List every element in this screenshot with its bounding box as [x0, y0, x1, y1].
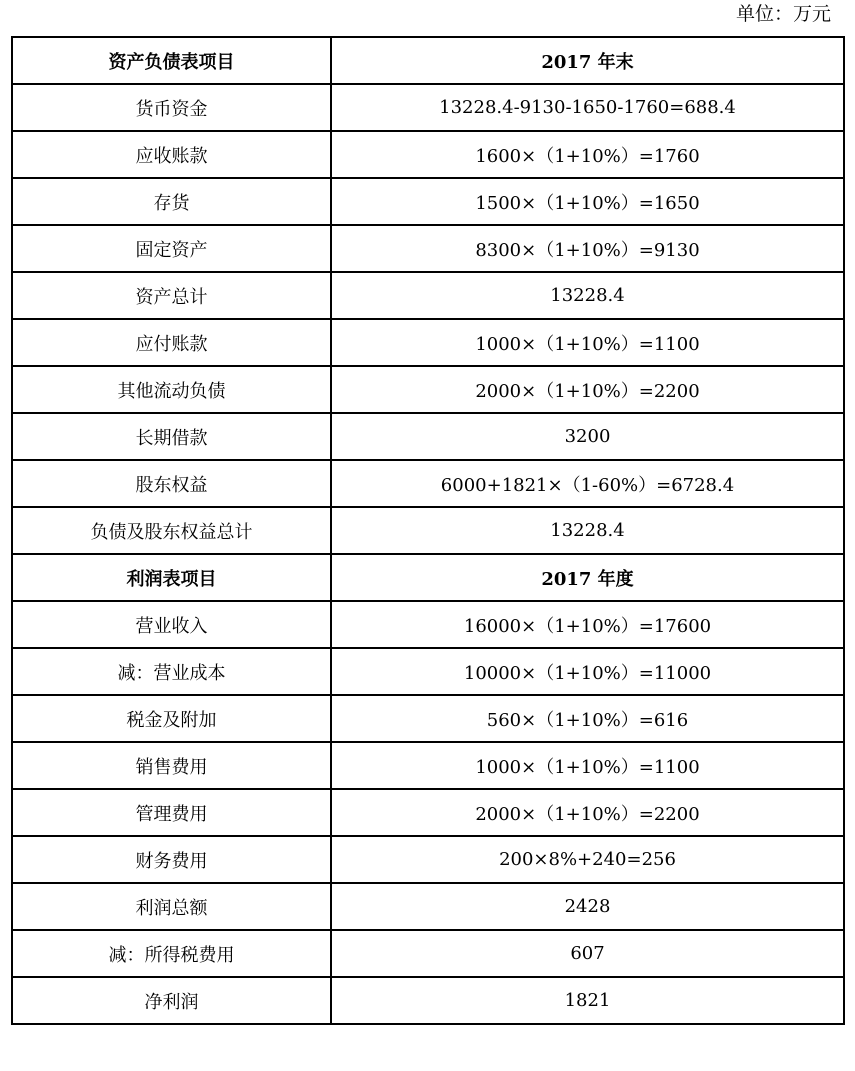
table-row: [12, 977, 844, 1024]
row-value: 1821: [331, 977, 844, 1024]
row-value: 1000×（1+10%）=1100: [331, 742, 844, 789]
row-item: 长期借款: [12, 413, 331, 460]
row-item: 营业收入: [12, 601, 331, 648]
row-item: 固定资产: [12, 225, 331, 272]
table-row: [12, 178, 844, 225]
row-item: 税金及附加: [12, 695, 331, 742]
row-value: 1600×（1+10%）=1760: [331, 131, 844, 178]
row-value: 2000×（1+10%）=2200: [331, 789, 844, 836]
row-value: 607: [331, 930, 844, 977]
row-item: 利润总额: [12, 883, 331, 930]
row-item: 存货: [12, 178, 331, 225]
row-value: 3200: [331, 413, 844, 460]
row-value: 13228.4-9130-1650-1760=688.4: [331, 84, 844, 131]
income-statement-header-row: [12, 554, 844, 601]
row-value: 6000+1821×（1-60%）=6728.4: [331, 460, 844, 507]
row-value: 560×（1+10%）=616: [331, 695, 844, 742]
table-body: [12, 37, 844, 1024]
table-row: [12, 789, 844, 836]
row-value: 2428: [331, 883, 844, 930]
row-item: 管理费用: [12, 789, 331, 836]
row-item: 减：所得税费用: [12, 930, 331, 977]
table-row: [12, 366, 844, 413]
balance-sheet-header-row: [12, 37, 844, 84]
row-item: 应付账款: [12, 319, 331, 366]
row-value: 200×8%+240=256: [331, 836, 844, 883]
row-value: 13228.4: [331, 272, 844, 319]
table-row: [12, 695, 844, 742]
row-item: 净利润: [12, 977, 331, 1024]
income-statement-header-period: 2017 年度: [331, 554, 844, 601]
row-value: 1500×（1+10%）=1650: [331, 178, 844, 225]
table-row: [12, 84, 844, 131]
table-row: [12, 601, 844, 648]
income-statement-header-item: 利润表项目: [12, 554, 331, 601]
row-item: 减：营业成本: [12, 648, 331, 695]
row-value: 13228.4: [331, 507, 844, 554]
table-row: [12, 836, 844, 883]
table-row: [12, 225, 844, 272]
row-item: 应收账款: [12, 131, 331, 178]
table-row: [12, 460, 844, 507]
table-row: [12, 131, 844, 178]
table-row: [12, 648, 844, 695]
table-row: [12, 272, 844, 319]
row-item: 销售费用: [12, 742, 331, 789]
row-item: 其他流动负债: [12, 366, 331, 413]
row-value: 8300×（1+10%）=9130: [331, 225, 844, 272]
row-item: 负债及股东权益总计: [12, 507, 331, 554]
balance-sheet-header-period: 2017 年末: [331, 37, 844, 84]
financial-table: [11, 36, 845, 1025]
table-row: [12, 742, 844, 789]
table-row: [12, 319, 844, 366]
row-item: 货币资金: [12, 84, 331, 131]
table-row: [12, 883, 844, 930]
unit-label: 单位：万元: [735, 3, 831, 25]
table-row: [12, 507, 844, 554]
row-value: 2000×（1+10%）=2200: [331, 366, 844, 413]
row-item: 资产总计: [12, 272, 331, 319]
row-value: 16000×（1+10%）=17600: [331, 601, 844, 648]
table-row: [12, 413, 844, 460]
row-value: 10000×（1+10%）=11000: [331, 648, 844, 695]
row-item: 财务费用: [12, 836, 331, 883]
table-row: [12, 930, 844, 977]
balance-sheet-header-item: 资产负债表项目: [12, 37, 331, 84]
row-item: 股东权益: [12, 460, 331, 507]
row-value: 1000×（1+10%）=1100: [331, 319, 844, 366]
